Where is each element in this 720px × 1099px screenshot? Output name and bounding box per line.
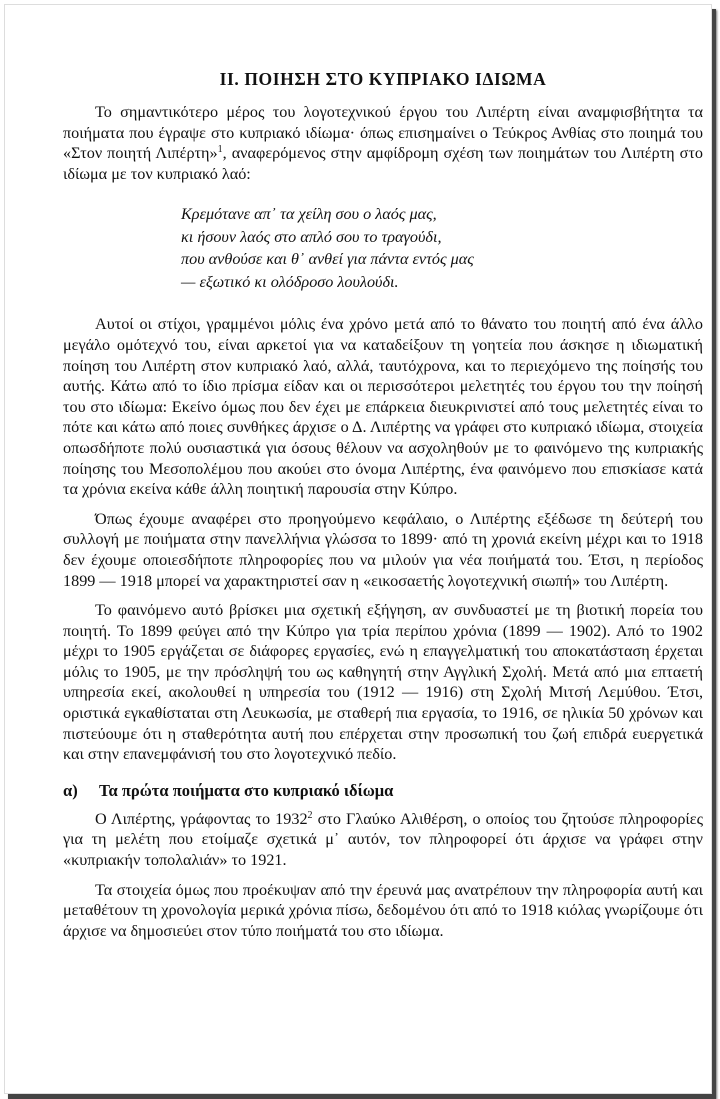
subsection-text: Ο Λιπέρτης, γράφοντας το 1932 bbox=[95, 809, 308, 828]
subsection-text-after: στο Γλαύκο Αλιθέρση, ο οποίος του ζητούσε πληροφορίες για τη μελέτη που ετοίμαζε σχετικά μ᾿ αυτόν, τον πληροφορεί ότι άρχισε να γράφει στην «κυπριακήν τοπολαλιάν» το 1921. bbox=[63, 809, 703, 870]
poem-quote bbox=[181, 203, 703, 293]
footnote-ref-1: 1 bbox=[217, 144, 223, 156]
body-paragraph: Αυτοί οι στίχοι, γραμμένοι μόλις ένα χρόνο μετά από το θάνατο του ποιητή από ένα άλλο μεγάλο ομότεχνό του, είναι αρκετοί για να καταδείξουν τη γοητεία που άσκησε η ιδιωματική ποίηση του Λιπέρτη στον κυπριακό λαό, αλλά, ταυτόχρονα, και το περιεχόμενο της ποίησής του αυτής. Κάτω από το ίδιο πρίσμα είδαν και οι περισσότεροι μελετητές του έργου του την ποίησή του στο ιδίωμα: Εκείνο όμως που δεν έχει με επάρκεια διευκρινιστεί από τους μελετητές είναι το πότε και κάτω από ποιες συνθήκες άρχισε ο Δ. Λιπέρτης να γράφει στο κυπριακό ιδίωμα, στοιχεία οπωσδήποτε πολύ ουσιαστικά για όσους θέλουν να ασχοληθούν με το φαινόμενο της κυπριακής ποίησης του Μεσοπολέμου που ακούει στο όνομα Λιπέρτης, ένα φαινόμενο που επισκίασε κατά τα χρόνια εκείνα κάθε άλλη ποιητική παρουσία στην Κύπρο. bbox=[63, 315, 703, 499]
subsection-heading bbox=[63, 780, 703, 802]
footnote-ref-2: 2 bbox=[307, 809, 313, 821]
intro-text-after: , αναφερόμενος στην αμφίδρομη σχέση των ποιημάτων του Λιπέρτη στο ιδίωμα με τον κυπριακό λαό: bbox=[63, 144, 704, 183]
poem-line: — εξωτικό κι ολόδροσο λουλούδι. bbox=[181, 272, 399, 291]
poem-line: κι ήσουν λαός στο απλό σου το τραγούδι, bbox=[181, 227, 442, 246]
subsection-number: α) bbox=[63, 780, 78, 800]
subsection-paragraph: Τα στοιχεία όμως που προέκυψαν από την έρευνά μας ανατρέπουν την πληροφορία αυτή και μεταθέτουν τη χρονολογία μερικά χρόνια πίσω, δεδομένου ότι από το 1918 κιόλας γνωρίζουμε ότι άρχισε να δημοσιεύει στον τύπο ποιήματά του στο ιδίωμα. bbox=[63, 880, 703, 940]
poem-line: Κρεμότανε απ᾿ τα χείλη σου ο λαός μας, bbox=[181, 205, 437, 224]
body-paragraph: Όπως έχουμε αναφέρει στο προηγούμενο κεφάλαιο, ο Λιπέρτης εξέδωσε τη δεύτερή του συλλογή με ποιήματα στην πανελλήνια γλώσσα το 1899· από τη χρονιά εκείνη μέχρι και το 1918 δεν έχουμε οποιεσδήποτε πληροφορίες που να μιλούν για νέα ποιήματά του. Έτσι, η περίοδος 1899 — 1918 μπορεί να χαρακτηριστεί σαν η «εικοσαετής λογοτεχνική σιωπή» του Λιπέρτη. bbox=[63, 509, 703, 590]
intro-paragraph bbox=[63, 102, 703, 184]
page bbox=[4, 4, 712, 1094]
subsection-paragraph bbox=[63, 809, 703, 871]
page-content bbox=[63, 67, 703, 941]
subsection-title: Τα πρώτα ποιήματα στο κυπριακό ιδίωμα bbox=[99, 780, 394, 800]
intro-text: Το σημαντικότερο μέρος του λογοτεχνικού έργου του Λιπέρτη είναι αναμφισβήτητα τα ποιήματα που έγραψε στο κυπριακό ιδίωμα· όπως επισημαίνει ο Τεύκρος Ανθίας στο ποιημά του «Στον ποιητή Λιπέρτη» bbox=[63, 103, 703, 163]
section-title: II. ΠΟΙΗΣΗ ΣΤΟ ΚΥΠΡΙΑΚΟ ΙΔΙΩΜΑ bbox=[219, 69, 547, 89]
poem-line: που ανθούσε και θ᾿ ανθεί για πάντα εντός μας bbox=[181, 250, 474, 269]
body-paragraph: Το φαινόμενο αυτό βρίσκει μια σχετική εξήγηση, αν συνδυαστεί με τη βιοτική πορεία του ποιητή. Το 1899 φεύγει από την Κύπρο για τρία περίπου χρόνια (1899 — 1902). Από το 1902 μέχρι το 1905 εργάζεται σε διάφορες εργασίες, ενώ η επαγγελματική του αποκατάσταση έρχεται μόλις το 1905, με την πρόσληψή του ως καθηγητή στην Αγγλική Σχολή. Μετά από μια επταετή υπηρεσία εκεί, ακολουθεί η υπηρεσία του (1912 — 1916) στη Σχολή Μιτσή Λεμύθου. Έτσι, οριστικά εγκαθίσταται στη Λευκωσία, με σταθερή πια εργασία, το 1916, σε ηλικία 50 χρόνων και πιστεύουμε ότι η σταθερότητα αυτή που επέρχεται στην προσωπική του ζωή επιδρά ευεργετικά και στην επανεμφάνισή του στο λογοτεχνικό πεδίο. bbox=[63, 601, 703, 764]
